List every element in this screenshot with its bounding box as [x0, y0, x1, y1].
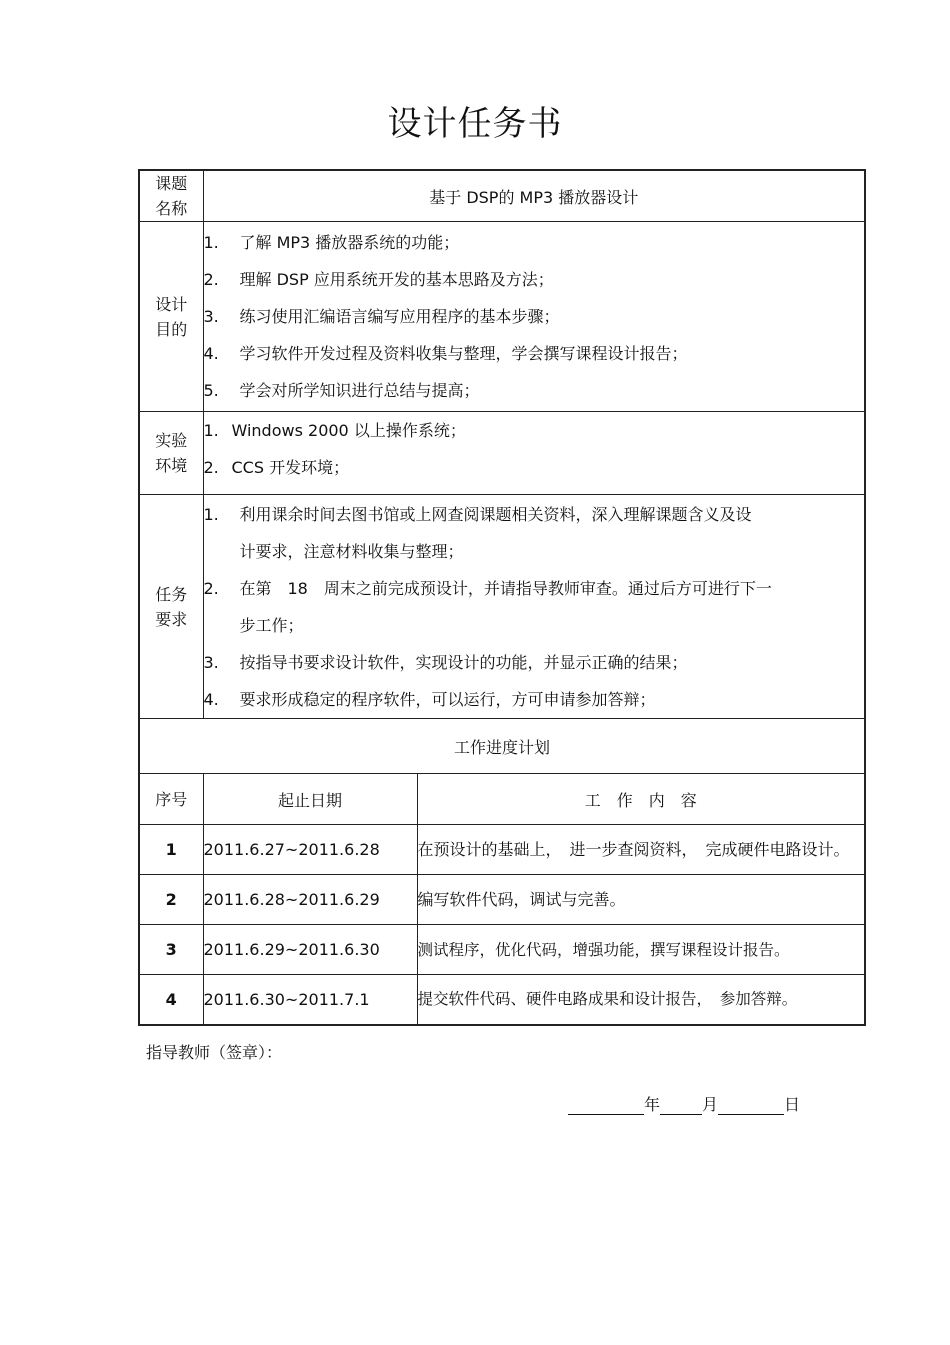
col-header-content: 工 作 内 容 [417, 774, 865, 825]
list-item [204, 224, 865, 261]
list-item [204, 496, 865, 533]
row-content: 提交软件代码、硬件电路成果和设计报告， 参加答辩。 [417, 975, 865, 1025]
row-date: 2011.6.28~2011.6.29 [203, 875, 417, 925]
purpose-list [203, 222, 865, 412]
topic-label [139, 170, 203, 222]
item-number: 2. [203, 270, 219, 289]
item-text: 学会对所学知识进行总结与提高； [239, 381, 480, 400]
topic-label-line1: 课题 [155, 174, 188, 193]
topic-row [139, 170, 865, 222]
item-text: 学习软件开发过程及资料收集与整理，学会撰写课程设计报告； [239, 344, 688, 363]
table-row [139, 825, 865, 875]
item-number: 3. [203, 307, 219, 326]
schedule-heading-row [139, 719, 865, 774]
item-number: 4. [203, 689, 219, 709]
page-title: 设计任务书 [387, 104, 563, 144]
table-row [139, 875, 865, 925]
item-text: 步工作； [239, 615, 304, 635]
item-number: 1. [203, 421, 219, 440]
teacher-signature-label: 指导教师（签章）： [146, 1043, 283, 1062]
item-text: Windows 2000 以上操作系统； [231, 421, 466, 440]
list-item [204, 644, 865, 681]
list-item [204, 372, 865, 409]
row-date: 2011.6.27~2011.6.28 [203, 825, 417, 875]
item-number: 1. [203, 504, 219, 524]
row-number: 1 [139, 825, 203, 875]
requirements-list [203, 495, 865, 719]
item-number: 1. [203, 233, 219, 252]
row-number: 4 [139, 975, 203, 1025]
item-number: 3. [203, 652, 219, 672]
month-blank [660, 1094, 702, 1115]
list-item [204, 681, 865, 718]
item-text: 练习使用汇编语言编写应用程序的基本步骤； [239, 307, 560, 326]
item-number: 2. [203, 578, 219, 598]
year-blank [568, 1094, 644, 1115]
signature-date [568, 1092, 800, 1115]
month-label: 月 [702, 1095, 719, 1114]
list-item [204, 570, 865, 607]
list-item [204, 412, 865, 449]
purpose-label-line2: 目的 [155, 319, 188, 339]
item-text: CCS 开发环境； [231, 458, 350, 477]
environment-label-line1: 实验 [155, 431, 188, 450]
item-text: 了解 MP3 播放器系统的功能； [239, 233, 460, 252]
item-text: 在第 18 周末之前完成预设计，并请指导教师审查。通过后方可进行下一 [239, 578, 772, 598]
list-item [204, 298, 865, 335]
item-number: 4. [203, 344, 219, 363]
col-header-date: 起止日期 [203, 774, 417, 825]
day-blank [718, 1094, 784, 1115]
requirements-label-line1: 任务 [155, 584, 188, 604]
topic-value: 基于 DSP的 MP3 播放器设计 [203, 170, 865, 222]
day-label: 日 [784, 1095, 801, 1114]
item-text: 理解 DSP 应用系统开发的基本思路及方法； [239, 270, 554, 289]
row-date: 2011.6.29~2011.6.30 [203, 925, 417, 975]
requirements-label-line2: 要求 [155, 609, 188, 629]
requirements-row [139, 495, 865, 719]
item-number: 5. [203, 381, 219, 400]
row-content: 编写软件代码，调试与完善。 [417, 875, 865, 925]
table-row [139, 975, 865, 1025]
table-row [139, 925, 865, 975]
purpose-label-line1: 设计 [155, 294, 188, 314]
list-item [204, 449, 865, 486]
environment-label [139, 412, 203, 495]
schedule-header-row [139, 774, 865, 825]
purpose-label [139, 222, 203, 412]
row-content: 测试程序，优化代码，增强功能，撰写课程设计报告。 [417, 925, 865, 975]
list-item [204, 261, 865, 298]
row-content: 在预设计的基础上， 进一步查阅资料， 完成硬件电路设计。 [417, 825, 865, 875]
requirements-label [139, 495, 203, 719]
environment-label-line2: 环境 [155, 456, 188, 475]
year-label: 年 [644, 1095, 661, 1114]
item-number: 2. [203, 458, 219, 477]
row-date: 2011.6.30~2011.7.1 [203, 975, 417, 1025]
purpose-row [139, 222, 865, 412]
list-item-continued [204, 533, 865, 570]
environment-row [139, 412, 865, 495]
list-item-continued [204, 607, 865, 644]
item-text: 按指导书要求设计软件，实现设计的功能，并显示正确的结果； [239, 652, 688, 672]
list-item [204, 335, 865, 372]
task-table [138, 169, 866, 1026]
schedule-heading: 工作进度计划 [139, 719, 865, 774]
environment-list [203, 412, 865, 495]
item-text: 利用课余时间去图书馆或上网查阅课题相关资料，深入理解课题含义及设 [239, 504, 752, 524]
item-text: 计要求，注意材料收集与整理； [239, 541, 464, 561]
row-number: 3 [139, 925, 203, 975]
col-header-no: 序号 [139, 774, 203, 825]
row-number: 2 [139, 875, 203, 925]
item-text: 要求形成稳定的程序软件，可以运行，方可申请参加答辩； [239, 689, 656, 709]
topic-label-line2: 名称 [155, 199, 188, 218]
